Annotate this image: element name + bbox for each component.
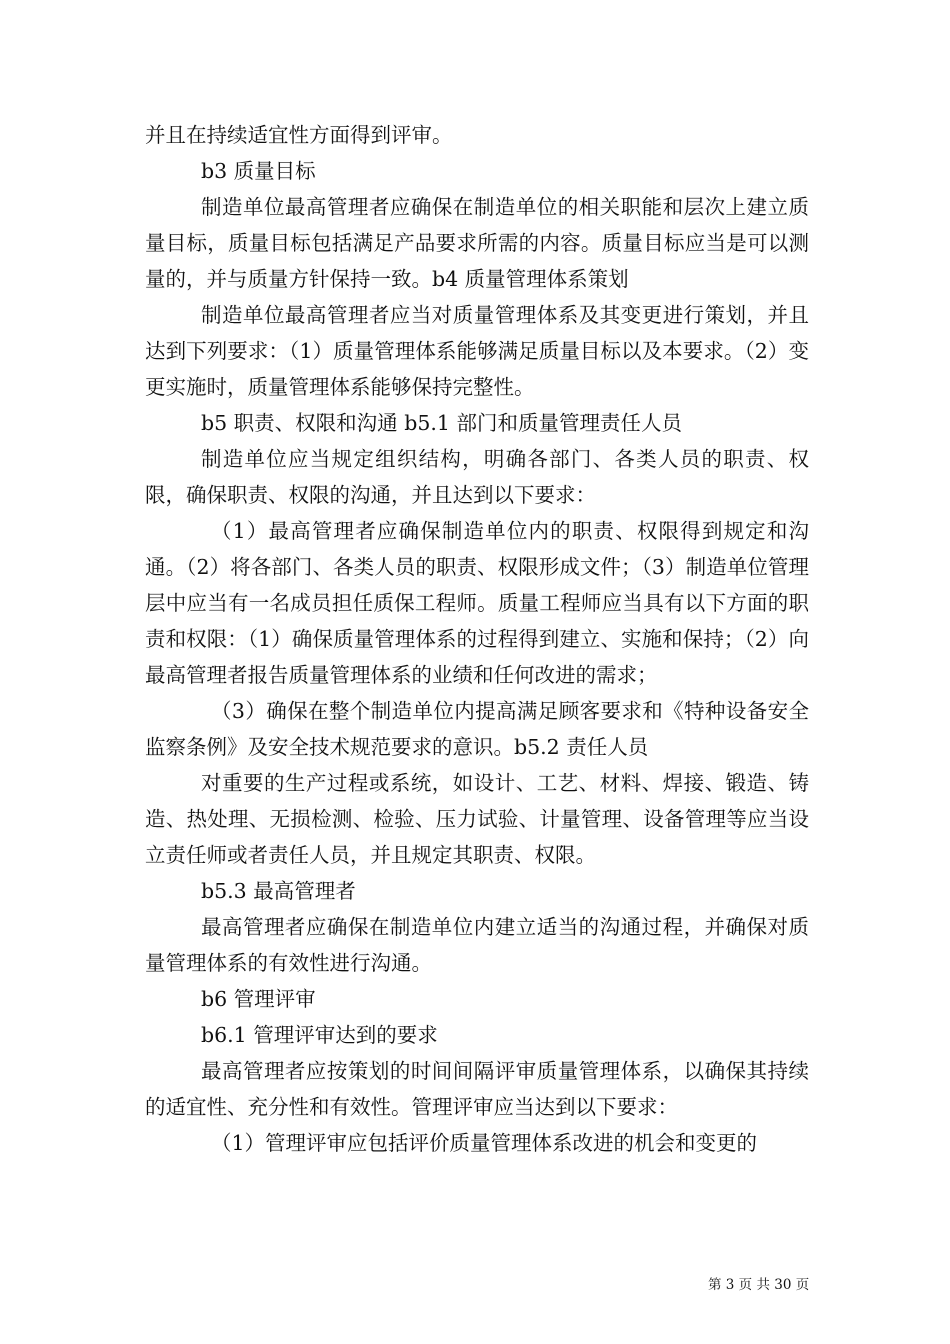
paragraph-responsibilities-list: （1）最高管理者应确保制造单位内的职责、权限得到规定和沟通。（2）将各部门、各类人员的职责、权限形成文件；（3）制造单位管理层中应当有一名成员担任质保工程师。质量工程师应当具有以下方面的职责和权限：（1）确保质量管理体系的过程得到建立、实施和保持；（2）向最高管理者报告质量管理体系的业绩和任何改进的需求； [145,519,809,687]
section-heading-b6-1: b6.1 管理评审达到的要求 [201,1023,438,1047]
paragraph-responsible-persons: 对重要的生产过程或系统，如设计、工艺、材料、焊接、锻造、铸造、热处理、无损检测、检验、压力试验、计量管理、设备管理等应当设立责任师或者责任人员，并且规定其职责、权限。 [145,771,809,867]
paragraph-1: 并且在持续适宜性方面得到评审。 [145,123,453,147]
section-heading-b5-3: b5.3 最高管理者 [201,879,356,903]
paragraph-system-planning: 制造单位最高管理者应当对质量管理体系及其变更进行策划，并且达到下列要求：（1）质量管理体系能够满足质量目标以及本要求。（2）变更实施时，质量管理体系能够保持完整性。 [145,303,809,399]
section-heading-b3: b3 质量目标 [201,159,316,183]
paragraph-awareness-item: （3）确保在整个制造单位内提高满足顾客要求和《特种设备安全监察条例》及安全技术规范要求的意识。b5.2 责任人员 [145,699,809,759]
document-body [145,117,809,1161]
paragraph-management-review: 最高管理者应按策划的时间间隔评审质量管理体系，以确保其持续的适宜性、充分性和有效性。管理评审应当达到以下要求： [145,1059,809,1119]
paragraph-review-item-1: （1）管理评审应包括评价质量管理体系改进的机会和变更的 [211,1131,758,1155]
paragraph-organization-structure: 制造单位应当规定组织结构，明确各部门、各类人员的职责、权限，确保职责、权限的沟通，并且达到以下要求： [145,447,809,507]
paragraph-top-management: 最高管理者应确保在制造单位内建立适当的沟通过程，并确保对质量管理体系的有效性进行沟通。 [145,915,809,975]
page-number-footer: 第 3 页 共 30 页 [708,1277,810,1293]
section-heading-b6: b6 管理评审 [201,987,316,1011]
paragraph-quality-objectives: 制造单位最高管理者应确保在制造单位的相关职能和层次上建立质量目标，质量目标包括满足产品要求所需的内容。质量目标应当是可以测量的，并与质量方针保持一致。b4 质量管理体系策划 [145,195,809,291]
section-heading-b5: b5 职责、权限和沟通 b5.1 部门和质量管理责任人员 [201,411,682,435]
